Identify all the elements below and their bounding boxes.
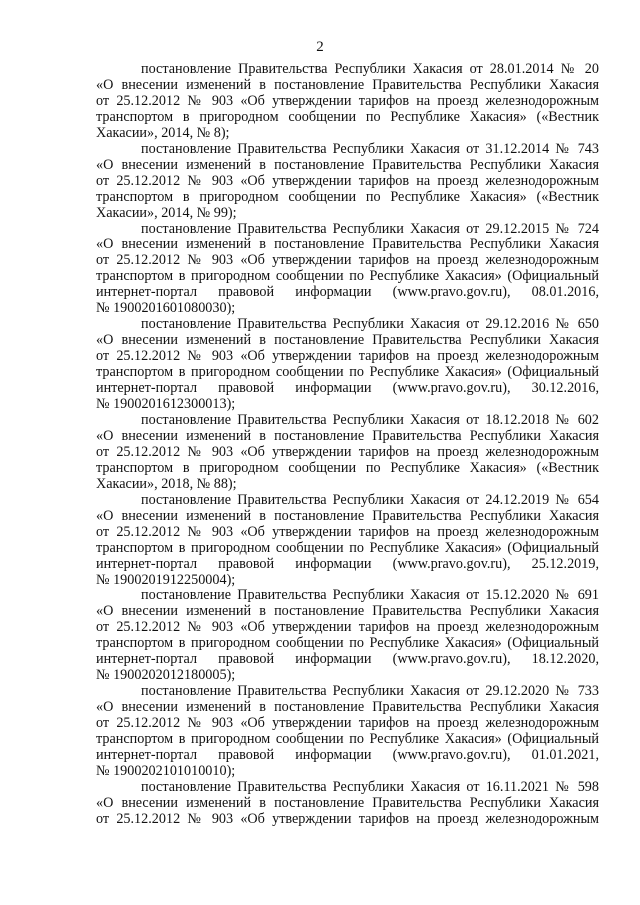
text-line: от 25.12.2012 № 903 «Об утверждении тарифов на проезд железнодорожным <box>96 172 599 189</box>
text-line: транспортом в пригородном сообщении по Республике Хакасия» (Официальный <box>96 635 599 652</box>
text-line: транспортом в пригородном сообщении по Республике Хакасия» («Вестник <box>96 108 599 125</box>
text-line: постановление Правительства Республики Хакасия от 24.12.2019 № 654 <box>141 491 599 508</box>
text-line: № 1900201612300013); <box>96 396 236 413</box>
text-line: транспортом в пригородном сообщении по Республике Хакасия» (Официальный <box>96 364 599 381</box>
text-line: «О внесении изменений в постановление Правительства Республики Хакасия <box>96 236 599 253</box>
text-line: № 1900201601080030); <box>96 300 236 317</box>
text-line: Хакасии», 2018, № 88); <box>96 475 237 492</box>
resolution-paragraph <box>96 588 599 684</box>
resolution-paragraph <box>96 413 599 493</box>
text-line: интернет-портал правовой информации (www.pravo.gov.ru), 18.12.2020, <box>96 651 599 668</box>
resolution-paragraph <box>96 684 599 780</box>
text-line: транспортом в пригородном сообщении по Республике Хакасия» (Официальный <box>96 731 599 748</box>
text-line: от 25.12.2012 № 903 «Об утверждении тарифов на проезд железнодорожным <box>96 523 599 540</box>
text-line: интернет-портал правовой информации (www.pravo.gov.ru), 01.01.2021, <box>96 746 599 763</box>
text-line: постановление Правительства Республики Хакасия от 29.12.2016 № 650 <box>141 316 599 333</box>
text-line: постановление Правительства Республики Хакасия от 15.12.2020 № 691 <box>141 587 599 604</box>
text-line: Хакасии», 2014, № 99); <box>96 204 237 221</box>
text-line: от 25.12.2012 № 903 «Об утверждении тарифов на проезд железнодорожным <box>96 619 599 636</box>
resolution-paragraph <box>96 317 599 413</box>
text-line: от 25.12.2012 № 903 «Об утверждении тарифов на проезд железнодорожным <box>96 252 599 269</box>
text-line: постановление Правительства Республики Хакасия от 29.12.2020 № 733 <box>141 683 599 700</box>
text-line: постановление Правительства Республики Хакасия от 28.01.2014 № 20 <box>141 61 599 77</box>
text-line: постановление Правительства Республики Хакасия от 18.12.2018 № 602 <box>141 411 599 428</box>
text-line: от 25.12.2012 № 903 «Об утверждении тарифов на проезд железнодорожным <box>96 810 599 827</box>
text-line: транспортом в пригородном сообщении по Республике Хакасия» («Вестник <box>96 188 599 205</box>
resolution-paragraph <box>96 142 599 222</box>
text-line: Хакасии», 2014, № 8); <box>96 124 230 141</box>
text-line: № 1900202101010010); <box>96 762 236 779</box>
page-number: 2 <box>316 39 324 55</box>
resolution-paragraph <box>96 222 599 318</box>
text-line: «О внесении изменений в постановление Правительства Республики Хакасия <box>96 603 599 620</box>
text-line: «О внесении изменений в постановление Правительства Республики Хакасия <box>96 699 599 716</box>
text-line: «О внесении изменений в постановление Правительства Республики Хакасия <box>96 76 599 93</box>
text-line: от 25.12.2012 № 903 «Об утверждении тарифов на проезд железнодорожным <box>96 443 599 460</box>
text-line: «О внесении изменений в постановление Правительства Республики Хакасия <box>96 332 599 349</box>
text-line: транспортом в пригородном сообщении по Республике Хакасия» («Вестник <box>96 459 599 476</box>
document-body <box>96 62 599 828</box>
resolution-paragraph <box>96 62 599 142</box>
text-line: № 1900201912250004); <box>96 571 236 588</box>
text-line: интернет-портал правовой информации (www.pravo.gov.ru), 08.01.2016, <box>96 284 599 301</box>
text-line: «О внесении изменений в постановление Правительства Республики Хакасия <box>96 507 599 524</box>
text-line: интернет-портал правовой информации (www.pravo.gov.ru), 30.12.2016, <box>96 380 599 397</box>
resolution-paragraph <box>96 493 599 589</box>
text-line: интернет-портал правовой информации (www.pravo.gov.ru), 25.12.2019, <box>96 555 599 572</box>
text-line: транспортом в пригородном сообщении по Республике Хакасия» (Официальный <box>96 268 599 285</box>
text-line: транспортом в пригородном сообщении по Республике Хакасия» (Официальный <box>96 539 599 556</box>
text-line: «О внесении изменений в постановление Правительства Республики Хакасия <box>96 794 599 811</box>
resolution-paragraph <box>96 780 599 828</box>
text-line: от 25.12.2012 № 903 «Об утверждении тарифов на проезд железнодорожным <box>96 715 599 732</box>
text-line: № 1900202012180005); <box>96 667 236 684</box>
text-line: «О внесении изменений в постановление Правительства Республики Хакасия <box>96 427 599 444</box>
text-line: «О внесении изменений в постановление Правительства Республики Хакасия <box>96 156 599 173</box>
text-line: от 25.12.2012 № 903 «Об утверждении тарифов на проезд железнодорожным <box>96 348 599 365</box>
text-line: постановление Правительства Республики Хакасия от 16.11.2021 № 598 <box>141 778 599 795</box>
text-line: постановление Правительства Республики Хакасия от 31.12.2014 № 743 <box>141 140 599 157</box>
text-line: от 25.12.2012 № 903 «Об утверждении тарифов на проезд железнодорожным <box>96 92 599 109</box>
text-line: постановление Правительства Республики Хакасия от 29.12.2015 № 724 <box>141 220 599 237</box>
